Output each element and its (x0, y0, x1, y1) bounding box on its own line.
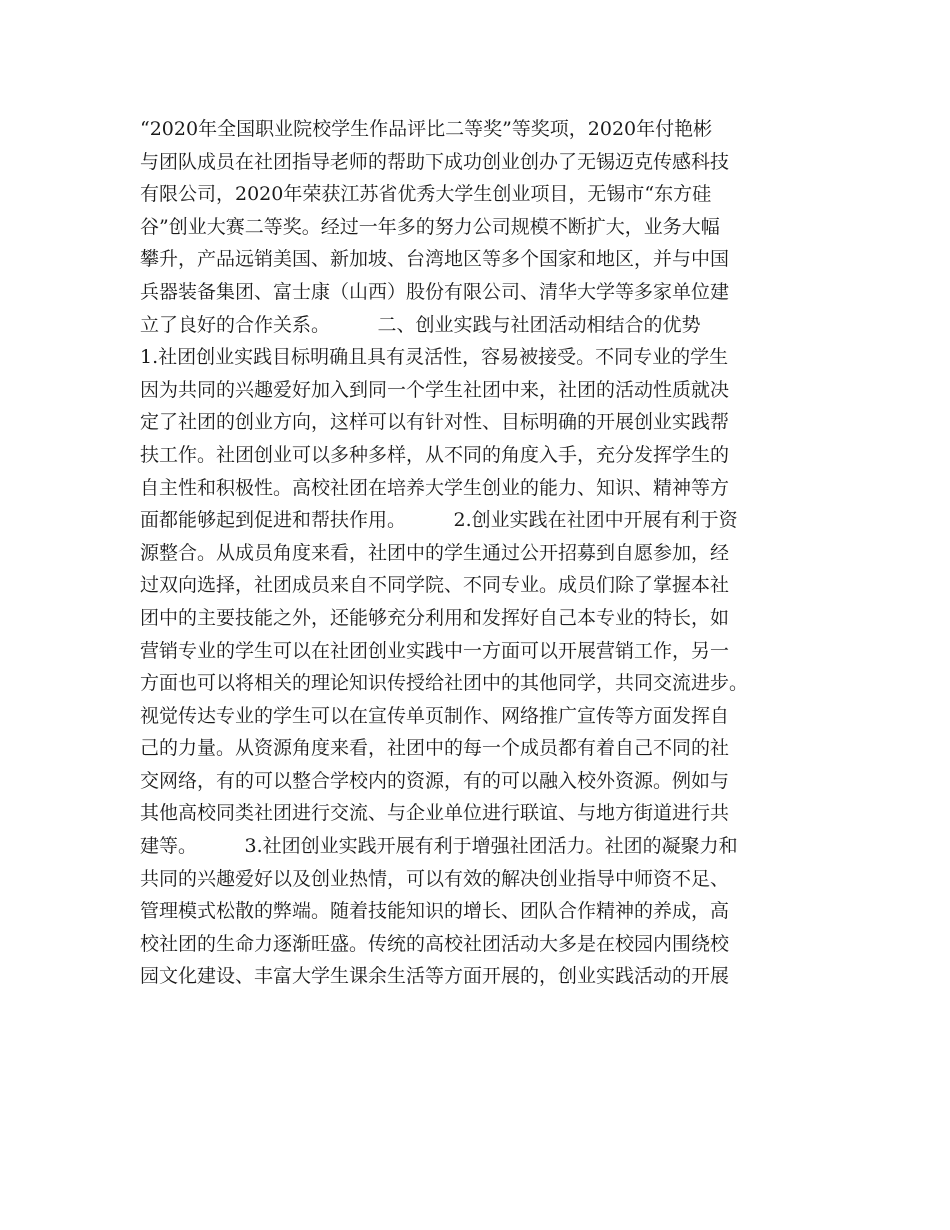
text-line: 有限公司，2020年荣获江苏省优秀大学生创业项目，无锡市“东方硅 (140, 183, 712, 206)
text-line: 视觉传达专业的学生可以在宣传单页制作、网络推广宣传等方面发挥自 (140, 704, 730, 727)
text-line: 谷”创业大赛二等奖。经过一年多的努力公司规模不断扩大，业务大幅 (140, 215, 720, 238)
text-line: 营销专业的学生可以在社团创业实践中一方面可以开展营销工作，另一 (140, 639, 730, 662)
text-line: 管理模式松散的弊端。随着技能知识的增长、团队合作精神的养成，高 (140, 900, 730, 923)
text-line: 过双向选择，社团成员来自不同学院、不同专业。成员们除了掌握本社 (140, 574, 730, 597)
text-line: 定了社团的创业方向，这样可以有针对性、目标明确的开展创业实践帮 (140, 411, 730, 434)
text-line: 共同的兴趣爱好以及创业热情，可以有效的解决创业指导中师资不足、 (140, 867, 730, 890)
text-line: 兵器装备集团、富士康（山西）股份有限公司、清华大学等多家单位建 (140, 280, 730, 303)
body-text (140, 113, 830, 993)
text-line: 1.社团创业实践目标明确且具有灵活性，容易被接受。不同专业的学生 (140, 346, 729, 369)
text-line: 扶工作。社团创业可以多种多样，从不同的角度入手，充分发挥学生的 (140, 443, 730, 466)
text-line: 源整合。从成员角度来看，社团中的学生通过公开招募到自愿参加，经 (140, 541, 730, 564)
text-line: “2020年全国职业院校学生作品评比二等奖”等奖项，2020年付艳彬 (140, 118, 713, 140)
text-line: 立了良好的合作关系。 二、创业实践与社团活动相结合的优势 (140, 313, 701, 336)
text-line: 交网络，有的可以整合学校内的资源，有的可以融入校外资源。例如与 (140, 769, 730, 792)
text-line: 攀升，产品远销美国、新加坡、台湾地区等多个国家和地区，并与中国 (140, 248, 730, 271)
text-line: 其他高校同类社团进行交流、与企业单位进行联谊、与地方街道进行共 (140, 802, 730, 825)
text-line: 园文化建设、丰富大学生课余生活等方面开展的，创业实践活动的开展 (140, 965, 730, 988)
text-line: 自主性和积极性。高校社团在培养大学生创业的能力、知识、精神等方 (140, 476, 730, 499)
text-line: 与团队成员在社团指导老师的帮助下成功创业创办了无锡迈克传感科技 (140, 150, 730, 173)
text-line: 己的力量。从资源角度来看，社团中的每一个成员都有着自己不同的社 (140, 737, 730, 760)
text-line: 建等。 3.社团创业实践开展有利于增强社团活力。社团的凝聚力和 (140, 835, 738, 858)
text-line: 因为共同的兴趣爱好加入到同一个学生社团中来，社团的活动性质就决 (140, 378, 730, 401)
text-line: 校社团的生命力逐渐旺盛。传统的高校社团活动大多是在校园内围绕校 (140, 932, 730, 955)
text-line: 面都能够起到促进和帮扶作用。 2.创业实践在社团中开展有利于资 (140, 509, 738, 532)
text-line: 团中的主要技能之外，还能够充分利用和发挥好自己本专业的特长，如 (140, 606, 730, 629)
text-line: 方面也可以将相关的理论知识传授给社团中的其他同学，共同交流进步。 (140, 672, 749, 695)
